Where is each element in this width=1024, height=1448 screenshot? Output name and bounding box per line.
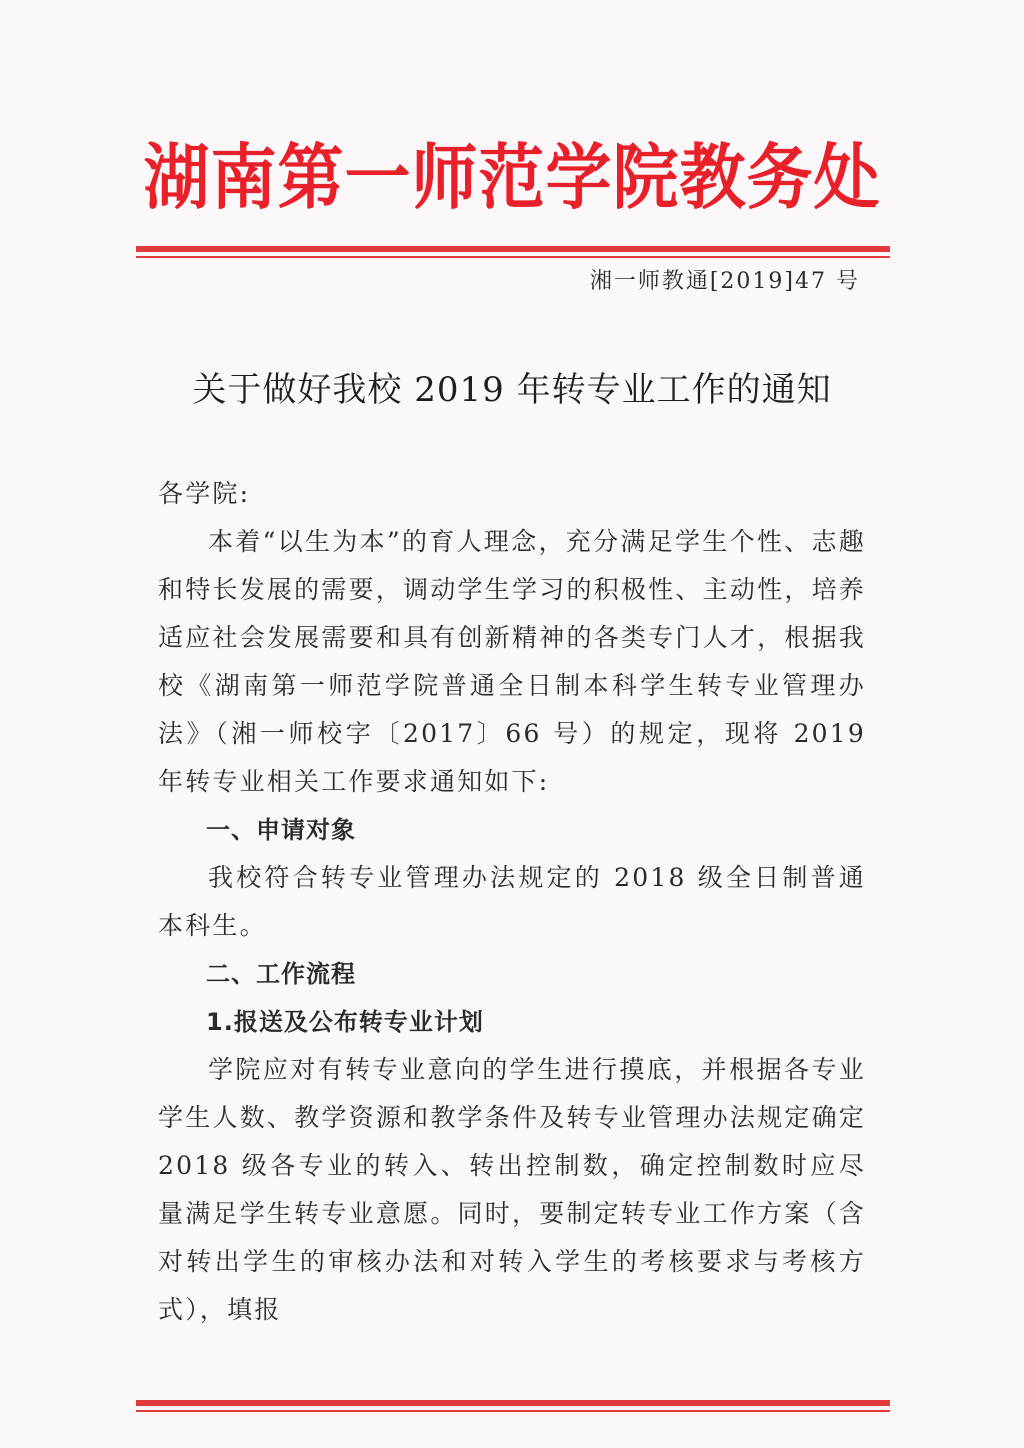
letterhead-top-rule bbox=[136, 246, 890, 258]
rule-thin-line bbox=[136, 1410, 890, 1412]
section-2-heading: 二、工作流程 bbox=[206, 960, 356, 988]
footer-rule bbox=[136, 1400, 890, 1412]
section-1-heading: 一、申请对象 bbox=[206, 816, 356, 844]
org-letterhead-title: 湖南第一师范学院教务处 bbox=[143, 135, 881, 220]
notice-title: 关于做好我校 2019 年转专业工作的通知 bbox=[192, 370, 832, 410]
section-1-paragraph: 我校符合转专业管理办法规定的 2018 级全日制普通本科生。 bbox=[158, 863, 866, 940]
step-1-heading: 1.报送及公布转专业计划 bbox=[206, 1008, 484, 1036]
notice-body bbox=[158, 470, 866, 1334]
step-1-paragraph: 学院应对有转专业意向的学生进行摸底，并根据各专业学生人数、教学资源和教学条件及转专业管理办法规定确定 2018 级各专业的转入、转出控制数，确定控制数时应尽量满足学生转专业意愿。同时，要制定转专业工作方案（含对转出学生的审核办法和对转入学生的考核要求与考核方式），填报 bbox=[158, 1055, 866, 1324]
rule-thin-line bbox=[136, 256, 890, 258]
rule-thick-line bbox=[136, 246, 890, 252]
intro-paragraph: 本着“以生为本”的育人理念，充分满足学生个性、志趣和特长发展的需要，调动学生学习的积极性、主动性，培养适应社会发展需要和具有创新精神的各类专门人才，根据我校《湖南第一师范学院普通全日制本科学生转专业管理办法》（湘一师校字〔2017〕66 号）的规定，现将 2019 年转专业相关工作要求通知如下: bbox=[158, 527, 866, 796]
rule-thick-line bbox=[136, 1400, 890, 1406]
document-number: 湘一师教通[2019]47 号 bbox=[589, 269, 860, 294]
salutation: 各学院: bbox=[158, 479, 251, 508]
